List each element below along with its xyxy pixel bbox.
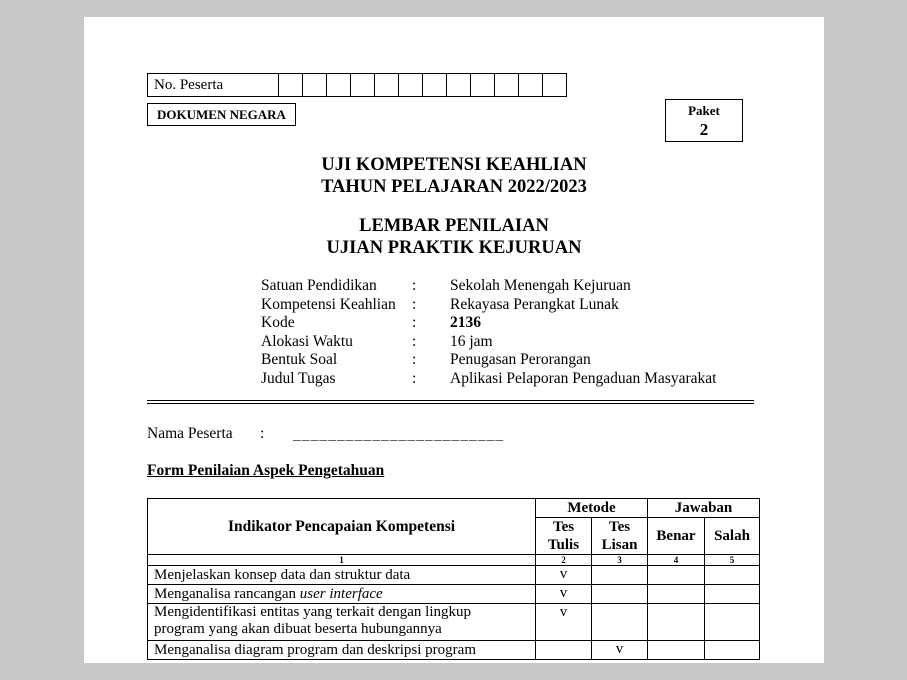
tulis-checkmark: v [536, 585, 592, 604]
info-value: Penugasan Perorangan [450, 351, 591, 368]
lisan-checkmark: v [592, 641, 648, 660]
nama-peserta-blank: ________________________ [293, 428, 505, 443]
table-row [148, 566, 760, 585]
benar-cell [648, 566, 705, 585]
info-row [261, 370, 780, 389]
info-row [261, 296, 780, 315]
benar-cell [648, 585, 705, 604]
info-colon: : [412, 351, 417, 368]
no-peserta-box [147, 73, 567, 97]
benar-header: Benar [648, 518, 705, 555]
nama-peserta-label: Nama Peserta [147, 425, 233, 442]
salah-cell [705, 604, 760, 641]
no-peserta-cell [470, 74, 494, 96]
column-number: 1 [148, 555, 536, 566]
no-peserta-cell [494, 74, 518, 96]
info-colon: : [412, 277, 417, 294]
indikator-text: Menganalisa diagram program dan deskripsi program [148, 641, 536, 660]
title-line-4: UJIAN PRAKTIK KEJURUAN [326, 238, 582, 258]
assessment-table [147, 498, 760, 660]
salah-cell [705, 566, 760, 585]
paket-value: 2 [699, 120, 709, 139]
info-block [261, 277, 780, 388]
no-peserta-cell [542, 74, 566, 96]
tes-lisan-header [592, 518, 648, 555]
info-colon: : [412, 314, 417, 331]
info-key: Kode [261, 314, 295, 331]
info-row [261, 351, 780, 370]
tes-tulis-line-2: Tulis [547, 537, 580, 553]
title-line-3: LEMBAR PENILAIAN [359, 216, 549, 236]
info-colon: : [412, 295, 417, 313]
lisan-checkmark [592, 566, 648, 585]
tes-tulis-line-1: Tes [552, 519, 575, 535]
tes-lisan-line-2: Lisan [601, 537, 638, 553]
indikator-text: Menjelaskan konsep data dan struktur data [148, 566, 536, 585]
no-peserta-cell [350, 74, 374, 96]
salah-cell [705, 641, 760, 660]
salah-header: Salah [705, 518, 760, 555]
indikator-text-plain: Menganalisa rancangan [154, 585, 300, 602]
column-number-row [148, 555, 760, 566]
no-peserta-cell [374, 74, 398, 96]
info-value: Sekolah Menengah Kejuruan [450, 277, 631, 294]
indikator-header: Indikator Pencapaian Kompetensi [148, 499, 536, 555]
divider-line [147, 400, 754, 401]
no-peserta-cell [398, 74, 422, 96]
no-peserta-cell [518, 74, 542, 96]
no-peserta-cell [278, 74, 302, 96]
indikator-text [148, 585, 536, 604]
tulis-checkmark: v [536, 566, 592, 585]
title-line-1: UJI KOMPETENSI KEAHLIAN [321, 155, 587, 175]
info-value: 2136 [450, 314, 481, 331]
indikator-text-line-1: Mengidentifikasi entitas yang terkait dengan lingkup [154, 604, 472, 620]
tes-tulis-header [536, 518, 592, 555]
indikator-text-italic: user interface [299, 585, 383, 602]
salah-cell [705, 585, 760, 604]
tulis-checkmark [536, 641, 592, 660]
info-key: Alokasi Waktu [261, 332, 353, 350]
column-number: 2 [536, 555, 592, 566]
no-peserta-cell [326, 74, 350, 96]
table-row [148, 641, 760, 660]
info-key: Bentuk Soal [261, 351, 338, 368]
indikator-text [148, 604, 536, 641]
table-row [148, 604, 760, 641]
paket-label: Paket [688, 103, 720, 118]
info-key: Kompetensi Keahlian [261, 295, 396, 313]
no-peserta-cell [422, 74, 446, 96]
table-header-row [148, 499, 760, 518]
info-row [261, 277, 780, 296]
info-value: 16 jam [450, 332, 493, 350]
tulis-checkmark: v [536, 604, 592, 641]
benar-cell [648, 604, 705, 641]
tes-lisan-line-1: Tes [608, 519, 631, 535]
info-colon: : [412, 369, 417, 387]
no-peserta-cell [302, 74, 326, 96]
lisan-checkmark [592, 604, 648, 641]
table-row [148, 585, 760, 604]
title-line-2: TAHUN PELAJARAN 2022/2023 [321, 177, 587, 197]
form-title: Form Penilaian Aspek Pengetahuan [147, 462, 385, 479]
column-number: 4 [648, 555, 705, 566]
nama-peserta-colon: : [260, 425, 265, 442]
no-peserta-label: No. Peserta [154, 77, 224, 93]
document-page [84, 17, 824, 663]
info-key: Satuan Pendidikan [261, 277, 377, 294]
info-row [261, 333, 780, 352]
metode-header: Metode [536, 499, 648, 518]
lisan-checkmark [592, 585, 648, 604]
info-row [261, 314, 780, 333]
column-number: 5 [705, 555, 760, 566]
info-colon: : [412, 332, 417, 350]
dokumen-negara-label: DOKUMEN NEGARA [147, 103, 296, 126]
info-value: Rekayasa Perangkat Lunak [450, 295, 619, 313]
info-key: Judul Tugas [261, 369, 336, 387]
info-value: Aplikasi Pelaporan Pengaduan Masyarakat [450, 369, 717, 387]
jawaban-header: Jawaban [648, 499, 760, 518]
indikator-text-line-2: program yang akan dibuat beserta hubungannya [154, 621, 442, 637]
divider-line [147, 403, 754, 404]
column-number: 3 [592, 555, 648, 566]
paket-box [665, 99, 743, 142]
no-peserta-cell [446, 74, 470, 96]
benar-cell [648, 641, 705, 660]
